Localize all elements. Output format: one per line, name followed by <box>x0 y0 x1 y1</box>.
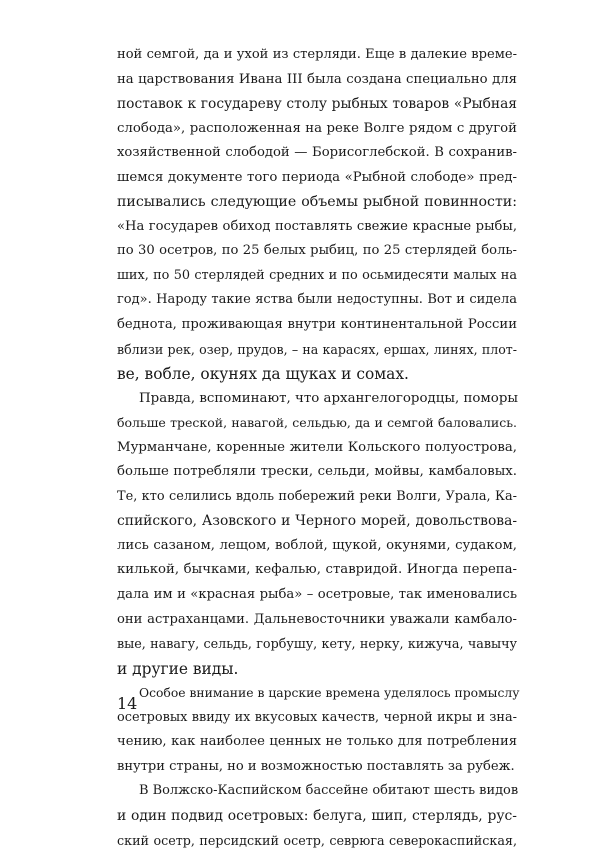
body-text <box>117 43 517 853</box>
text-line: лись сазаном, лещом, воблой, щукой, окунями, судаком, <box>117 534 517 559</box>
text-line: дала им и «красная рыба» – осетровые, так именовались <box>117 583 517 608</box>
paragraph-3 <box>117 681 517 779</box>
text-line: осетровых ввиду их вкусовых качеств, черной икры и зна- <box>117 706 517 731</box>
text-line: больше треской, навагой, сельдью, да и семгой баловались. <box>117 411 517 436</box>
paragraph-4 <box>117 779 517 853</box>
text-line: внутри страны, но и возможностью поставлять за рубеж. <box>117 755 517 780</box>
text-line: В Волжско-Каспийском бассейне обитают шесть видов <box>117 779 517 804</box>
text-line: вблизи рек, озер, прудов, – на карасях, ершах, линях, плот- <box>117 338 517 363</box>
text-line: вые, навагу, сельдь, горбушу, кету, нерку, кижуча, чавычу <box>117 632 517 657</box>
text-line: спийского, Азовского и Черного морей, довольствова- <box>117 509 517 534</box>
page-number: 14 <box>117 694 137 713</box>
text-line: слобода», расположенная на реке Волге рядом с другой <box>117 117 517 142</box>
text-line: Мурманчане, коренные жители Кольского полуострова, <box>117 436 517 461</box>
text-line: ших, по 50 стерлядей средних и по осьмидесяти малых на <box>117 264 517 289</box>
text-line: беднота, проживающая внутри континентальной России <box>117 313 517 338</box>
text-line: чению, как наиболее ценных не только для потребления <box>117 730 517 755</box>
text-line: Те, кто селились вдоль побережий реки Волги, Урала, Ка- <box>117 485 517 510</box>
text-line: Правда, вспоминают, что архангелогородцы, поморы <box>117 387 517 412</box>
text-line: по 30 осетров, по 25 белых рыбиц, по 25 стерлядей боль- <box>117 239 517 264</box>
text-line: больше потребляли трески, сельди, мойвы, камбаловых. <box>117 460 517 485</box>
text-line: они астраханцами. Дальневосточники уважали камбало- <box>117 608 517 633</box>
paragraph-1 <box>117 43 517 387</box>
text-line: и другие виды. <box>117 657 517 682</box>
text-line: хозяйственной слободой — Борисоглебской. В сохранив- <box>117 141 517 166</box>
text-line: год». Народу такие яства были недоступны. Вот и сидела <box>117 288 517 313</box>
text-line: ский осетр, персидский осетр, севрюга северокаспийская, <box>117 829 517 853</box>
text-line: писывались следующие объемы рыбной повинности: <box>117 190 517 215</box>
text-line: шемся документе того периода «Рыбной слободе» пред- <box>117 166 517 191</box>
text-line: на царствования Ивана III была создана специально для <box>117 68 517 93</box>
text-line: поставок к государеву столу рыбных товаров «Рыбная <box>117 92 517 117</box>
text-line: «На государев обиход поставлять свежие красные рыбы, <box>117 215 517 240</box>
paragraph-2 <box>117 387 517 682</box>
text-line: и один подвид осетровых: белуга, шип, стерлядь, рус- <box>117 804 517 829</box>
text-line: ной семгой, да и ухой из стерляди. Еще в далекие време- <box>117 43 517 68</box>
text-line: Особое внимание в царские времена уделялось промыслу <box>117 681 517 706</box>
text-line: ве, вобле, окунях да щуках и сомах. <box>117 362 517 387</box>
text-line: килькой, бычками, кефалью, ставридой. Иногда перепа- <box>117 558 517 583</box>
